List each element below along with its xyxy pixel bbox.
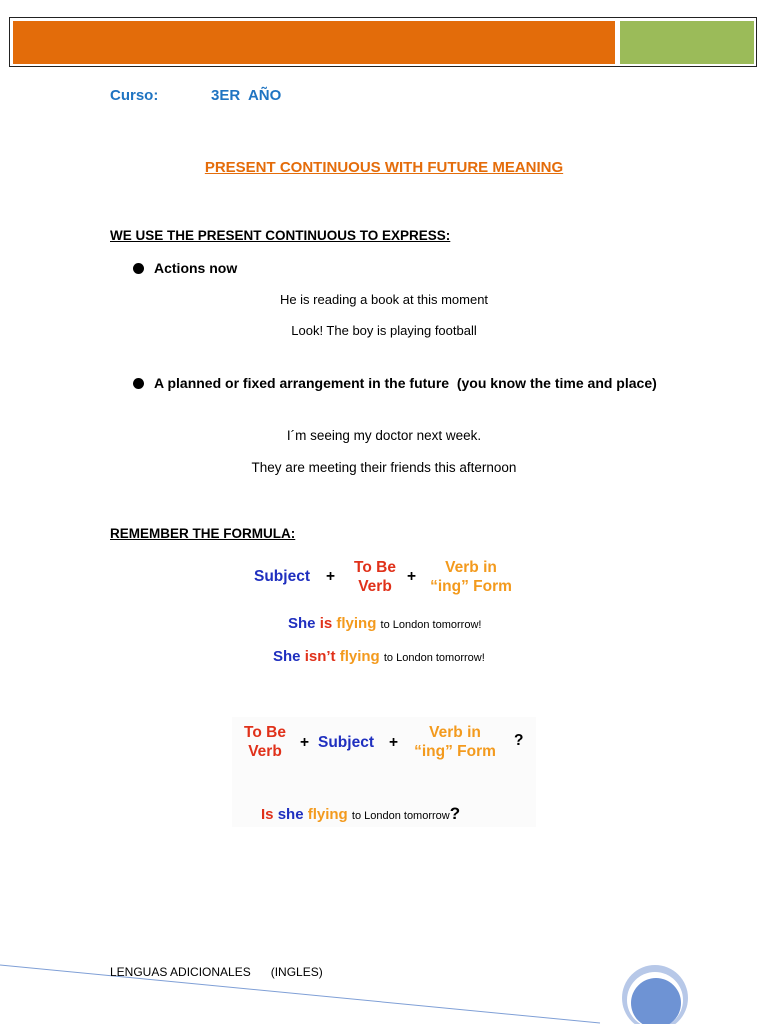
ex-rest: to London tomorrow (351, 810, 450, 822)
bullet-actions-now (133, 260, 237, 276)
example-sentence: They are meeting their friends this afternoon (251, 460, 517, 475)
formula-plus: + (326, 568, 336, 585)
bullet-dot-icon (133, 263, 144, 274)
footer-subject: LENGUAS ADICIONALES (110, 965, 251, 979)
formula-plus: + (300, 734, 310, 751)
ex-rest: to London tomorrow! (383, 652, 485, 664)
ex-question-mark: ? (449, 804, 461, 823)
bullet-label: Actions now (154, 260, 238, 276)
formula-q-verb-ing-line2: “ing” Form (414, 743, 496, 760)
formula-q-to-be-line2: Verb (248, 743, 282, 760)
ex-verb: is (319, 615, 333, 632)
example-negative (273, 648, 485, 665)
formula-q-verb-ing-line1: Verb in (429, 724, 481, 741)
footer-language: (INGLES) (270, 965, 323, 979)
formula-to-be-verb (345, 558, 405, 596)
formula-subject: Subject (254, 568, 310, 585)
ex-verb: isn’t (304, 648, 336, 665)
section-heading-formula: REMEMBER THE FORMULA: (110, 526, 296, 541)
example-sentence: I´m seeing my doctor next week. (286, 428, 482, 443)
ex-verb: Is (261, 806, 274, 823)
section-heading-uses: WE USE THE PRESENT CONTINUOUS TO EXPRESS: (110, 228, 451, 243)
formula-q-to-be-verb (236, 723, 294, 761)
example-sentence: He is reading a book at this moment (279, 292, 489, 307)
ex-subject: she (277, 806, 304, 823)
formula-verb-ing (425, 558, 517, 596)
example-question (261, 804, 460, 824)
ex-subject: She (288, 615, 316, 632)
bullet-label: A planned or fixed arrangement in the future (you know the time and place) (154, 375, 657, 391)
example-sentence: Look! The boy is playing football (291, 323, 477, 338)
formula-plus: + (407, 568, 417, 585)
bullet-planned-arrangement (133, 375, 657, 391)
course-value: 3ER AÑO (211, 87, 282, 104)
example-affirmative (288, 615, 481, 632)
ex-ing: flying (336, 615, 377, 632)
ex-ing: flying (339, 648, 380, 665)
ex-ing: flying (307, 806, 348, 823)
formula-to-be-line1: To Be (354, 559, 396, 576)
formula-q-subject: Subject (318, 734, 374, 751)
formula-question-mark: ? (514, 732, 524, 749)
formula-q-verb-ing (408, 723, 502, 761)
ex-subject: She (273, 648, 301, 665)
formula-verb-ing-line1: Verb in (445, 559, 497, 576)
page-title: PRESENT CONTINUOUS WITH FUTURE MEANING (204, 159, 564, 176)
footer-text (110, 965, 323, 979)
course-label: Curso: (110, 87, 159, 104)
header-green-bar (620, 21, 754, 64)
bullet-dot-icon (133, 378, 144, 389)
formula-plus: + (389, 734, 399, 751)
header-orange-bar (13, 21, 615, 64)
formula-verb-ing-line2: “ing” Form (430, 578, 512, 595)
formula-to-be-line2: Verb (358, 578, 392, 595)
formula-q-to-be-line1: To Be (244, 724, 286, 741)
ex-rest: to London tomorrow! (380, 619, 482, 631)
